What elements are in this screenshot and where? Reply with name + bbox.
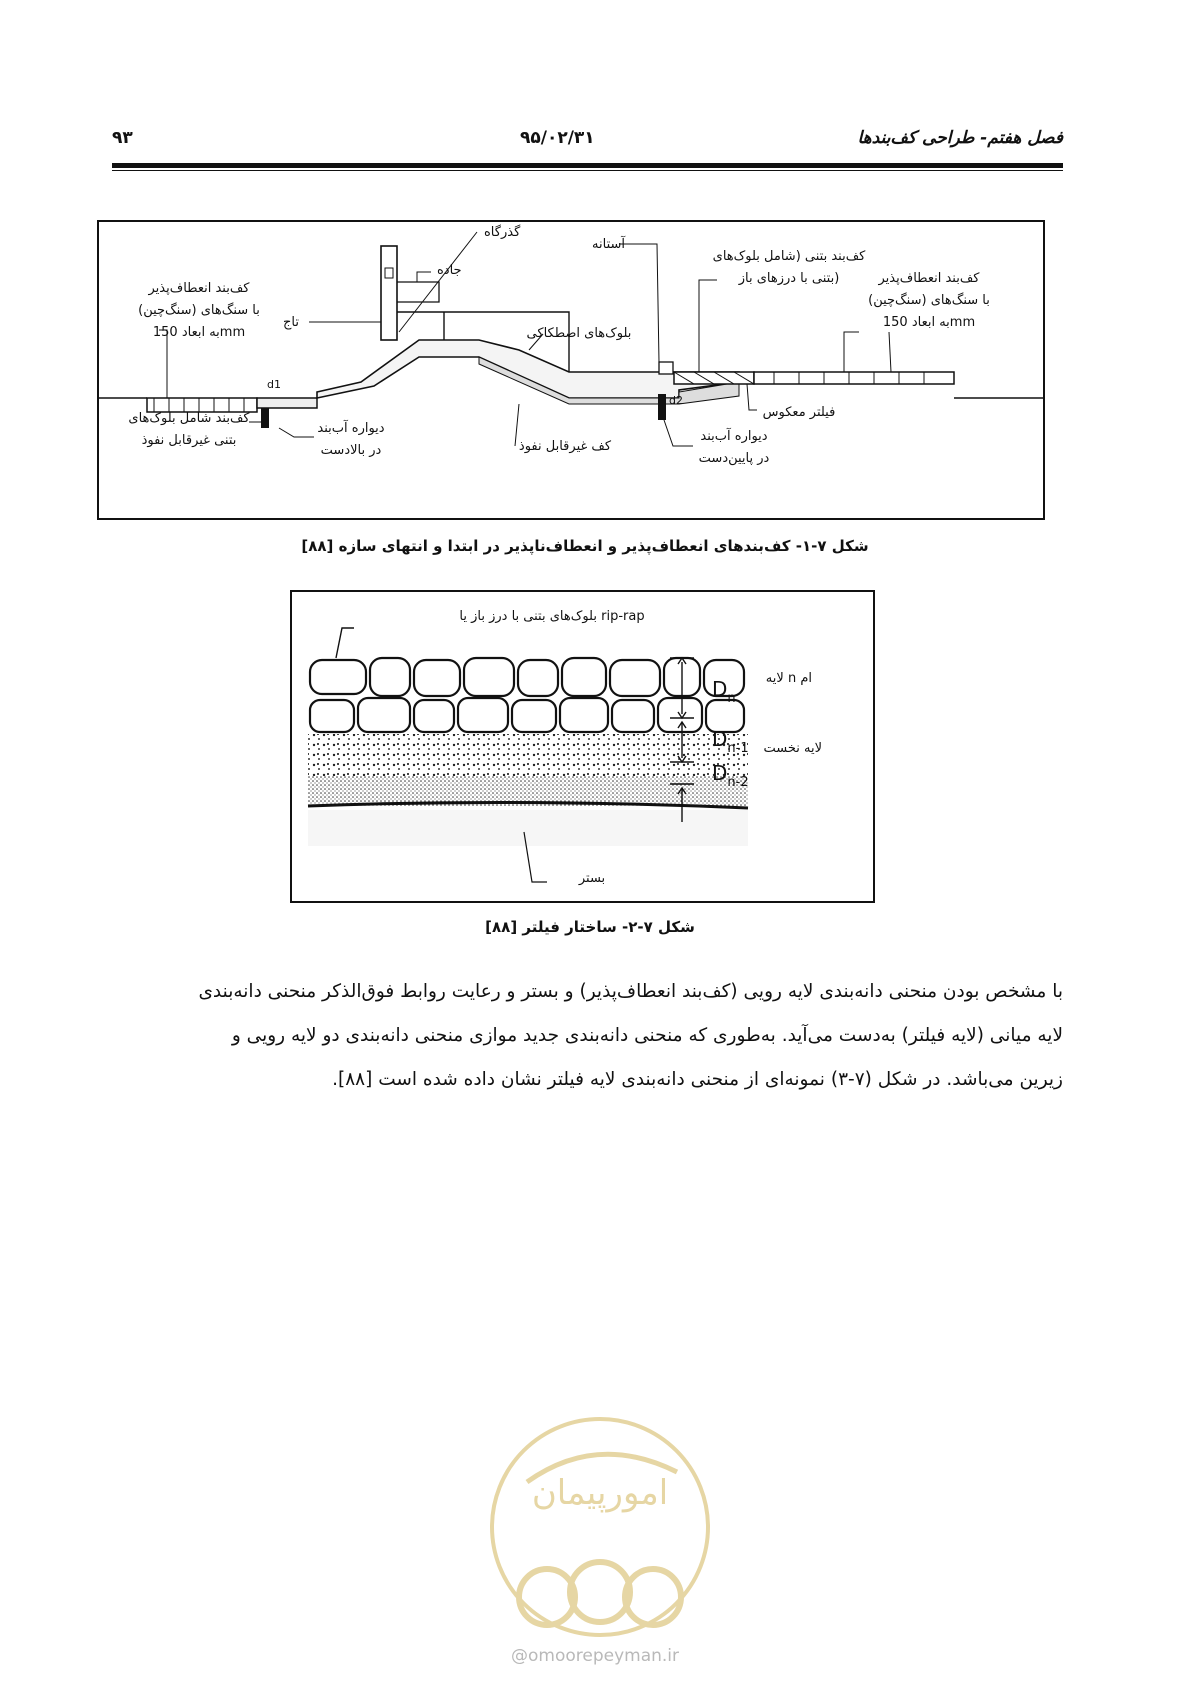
label-taj: تاج (283, 315, 299, 330)
watermark-url: @omoorepeyman.ir (510, 1646, 680, 1666)
label-dn1: D (712, 727, 728, 751)
label-flex-left-3: به ابعاد 150mm (152, 325, 246, 340)
label-flex-right-3: به ابعاد 150mm (882, 315, 976, 330)
label-gozargah: گذرگاه (484, 225, 521, 240)
label-bed: بستر (578, 871, 606, 886)
label-flex-right-1: کف‌بند انعطاف‌پذیر (878, 271, 980, 286)
label-imperm-left-2: بتنی غیرقابل نفوذ (141, 433, 237, 448)
label-blocks: بلوک‌های اصطکاکی (526, 326, 632, 341)
paragraph-line-3: زیرین می‌باشد. در شکل (۷-۳) نمونه‌ای از منحنی دانه‌بندی لایه فیلتر نشان داده شده است [۸۸]. (332, 1069, 1063, 1090)
label-d1: d1 (267, 378, 281, 391)
label-flex-right-2: (سنگ‌چین) با سنگ‌های (868, 293, 990, 308)
label-imperm-floor: کف غیرقابل نفوذ (518, 439, 612, 454)
figure-1-frame (97, 220, 1045, 520)
watermark-logo (487, 1412, 713, 1642)
figure-2-caption: شکل ۷-۲- ساختار فیلتر [۸۸] (485, 918, 695, 936)
label-layer-first: لایه نخست (763, 741, 822, 756)
riprap-stones (310, 658, 744, 732)
header-rule-thin (112, 170, 1063, 171)
page-number: ۹۳ (112, 128, 133, 148)
label-cutoff-up-1: دیواره آب‌بند (317, 421, 385, 436)
label-flex-left-2: (سنگ‌چین) با سنگ‌های (138, 303, 260, 318)
label-concrete-2: بتنی با درزهای باز) (738, 271, 840, 286)
label-d2: d2 (669, 394, 683, 407)
left-concrete-blocks (257, 398, 317, 408)
label-imperm-left-1: کف‌بند شامل بلوک‌های (128, 411, 250, 426)
paragraph-line-2: لایه میانی (لایه فیلتر) به‌دست می‌آید. به‌طوری که منحنی دانه‌بندی جدید موازی منحنی دانه‌بندی دو لایه رویی و (231, 1025, 1063, 1046)
body-paragraph (112, 970, 1063, 1102)
weir-body (317, 340, 739, 398)
figure-1-caption: شکل ۷-۱- کف‌بندهای انعطاف‌پذیر و انعطاف‌ناپذیر در ابتدا و انتهای سازه [۸۸] (301, 537, 869, 555)
downstream-cutoff-wall (658, 394, 666, 420)
label-top: بلوک‌های بتنی با درز باز یا rip-rap (459, 609, 645, 624)
label-concrete-1: کف‌بند بتنی (شامل بلوک‌های (712, 249, 866, 264)
figure-2-diagram (292, 592, 873, 901)
paragraph-line-1: با مشخص بودن منحنی دانه‌بندی لایه رویی (کف‌بند انعطاف‌پذیر) و بستر و رعایت روابط فوق‌الذکر منحنی دانه‌بندی (198, 981, 1063, 1002)
label-dn2-sub: n-2 (727, 775, 749, 790)
label-inverse-filter: فیلتر معکوس (762, 405, 836, 420)
figure-2-frame (290, 590, 875, 903)
label-astaneh: آستانه (592, 237, 625, 252)
chapter-title: فصل هفتم- طراحی کف‌بندها (857, 128, 1063, 148)
end-sill (659, 362, 673, 374)
label-dn: D (712, 677, 728, 701)
label-flex-left-1: کف‌بند انعطاف‌پذیر (148, 281, 250, 296)
watermark-logo-text: امورپیمان (531, 1473, 669, 1513)
label-cutoff-up-2: در بالادست (320, 443, 382, 458)
label-dn2: D (712, 761, 728, 785)
label-cutoff-down-1: دیواره آب‌بند (700, 429, 768, 444)
left-riprap-apron (147, 398, 257, 412)
label-cutoff-down-2: در پایین‌دست (698, 451, 770, 466)
label-dn1-sub: n-1 (727, 741, 749, 756)
label-layer-n: لایه n ام (765, 671, 812, 686)
upstream-cutoff-wall (261, 408, 269, 428)
figure-1-diagram (99, 222, 1043, 518)
right-concrete-blocks (674, 372, 754, 384)
pier-tower (381, 246, 397, 340)
header-date: ۹۵/۰۲/۳۱ (520, 128, 595, 148)
header-rule-thick (112, 163, 1063, 168)
label-jadeh: جاده (437, 263, 462, 278)
label-dn-sub: n (727, 691, 736, 706)
